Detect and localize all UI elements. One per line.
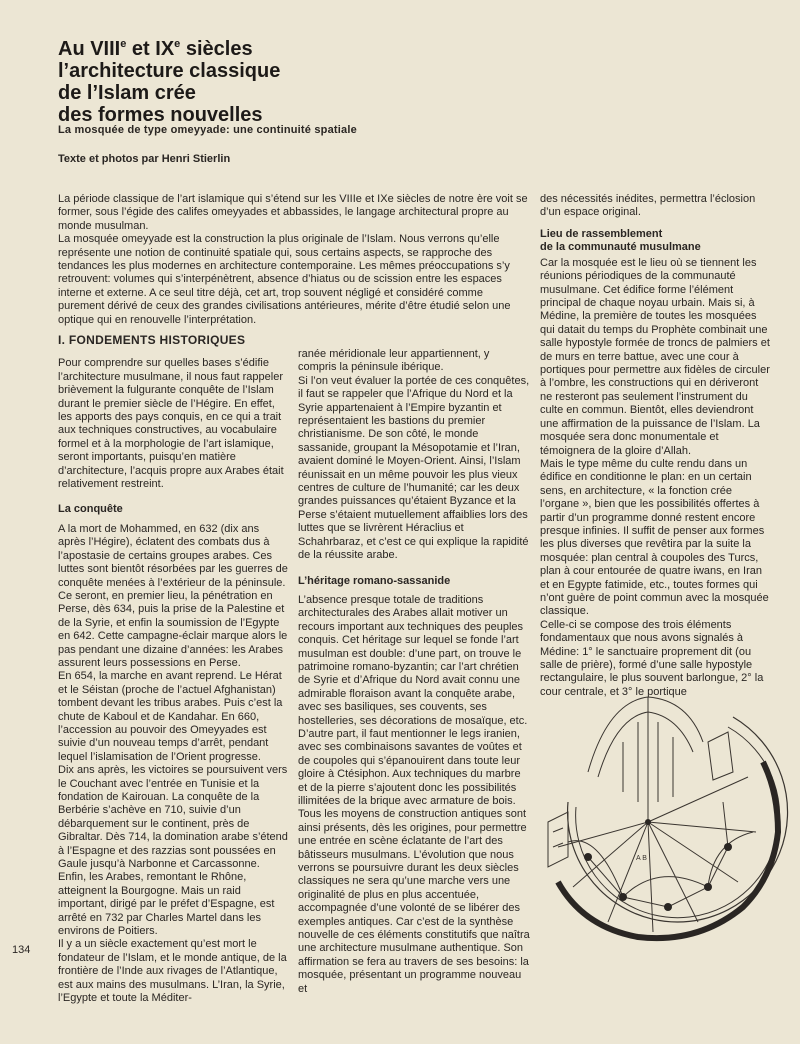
- paragraph: des nécessités inédites, permettra l’éclosion d’un espace original.: [540, 193, 756, 219]
- subheading-heritage: L’héritage romano-sassanide: [298, 574, 451, 587]
- title-line-1: Au VIIIe et IXe siècles: [58, 38, 253, 60]
- title-line-4: des formes nouvelles: [58, 104, 263, 126]
- intro: [58, 193, 528, 327]
- column-2: [298, 348, 530, 996]
- article-title: [58, 38, 478, 126]
- paragraph: Mais le type même du culte rendu dans un édifice en conditionne le plan: en un certain sens, en architecture, « la fonction crée l’organe », bien que les possibilités offertes à partir d’un programme donné restent encore presque infinies. Il suffit de penser aux formes les plus diverses que revêtira par la suite la mosquée: plan central à coupoles des Turcs, plan à cour entourée de quatre iwans, en Iran et en Egypte fatimide, etc., toutes formes qui n’ont guère de point commun avec la mosquée classique.: [540, 457, 769, 618]
- paragraph: Pour comprendre sur quelles bases s’édifie l’architecture musulmane, il nous faut rappeler brièvement la fulgurante conquête de l’Islam durant le premier siècle de l’Hégire. En effet, les apports des pays conquis, en ce qui a trait aux techniques constructives, au vocabulaire formel et à la morphologie de l’art islamique, seront importants, puisqu’en matière d’architecture, l’acquis propre aux Arabes était relativement restreint.: [58, 357, 284, 491]
- paragraph: A la mort de Mohammed, en 632 (dix ans après l’Hégire), éclatent des combats dus à l’apostasie de certains groupes arabes. Ces luttes sont bientôt résorbées par les guerres de conquête menées à l’extérieur de la péninsule. Ce seront, en premier lieu, la pénétration en Perse, dès 634, puis la prise de la Palestine et de la Syrie, et enfin la soumission de l’Egypte en 642. Cette campagne-éclair marque alors le pas pendant une dizaine d’années: les Arabes assurent leurs possessions en Perse.: [58, 522, 288, 669]
- paragraph: D’autre part, il faut mentionner le legs iranien, avec ses combinaisons savantes de voûtes et de coupoles qui s’épanouirent dans toute leur gloire à Ctésiphon. Aux techniques du marbre et de la pierre s’ajoutent donc les possibilités illimitées de la brique avec armature de bois.: [298, 727, 522, 807]
- byline: Texte et photos par Henri Stierlin: [58, 153, 231, 165]
- intro-paragraph: La mosquée omeyyade est la construction la plus originale de l’Islam. Nous verrons qu’elle représente une notion de continuité spatiale qui, sous certains aspects, se rapproche des tendances les plus modernes en architecture contemporaine. Les mêmes préoccupations s’y retrouvent: volumes qui s’interpénètrent, absence d’hiatus ou de scission entre les espaces interne et externe. A ce seul titre déjà, cet art, trop souvent négligé et considéré comme purement dérivé de ceux des grandes civilisations antérieures, mérite d’être étudié selon une optique qui en renouvelle l’interprétation.: [58, 233, 511, 326]
- paragraph: Tous les moyens de construction antiques sont ainsi présents, dès les origines, pour permettre une entrée en scène éclatante de l’art des bâtisseurs musulmans. L’évolution que nous verrons se poursuivre durant les deux siècles classiques ne sera qu’une marche vers une originalité de plus en plus accentuée, accompagnée d’une volonté de se libérer des exemples antiques. Car c’est de la synthèse nouvelle de ces éléments constitutifs que naîtra une architecture musulmane authentique. Son affirmation se fera au travers de ses besoins: la mosquée, présentant un programme nouveau et: [298, 808, 530, 995]
- paragraph: En 654, la marche en avant reprend. Le Hérat et le Séistan (proche de l’actuel Afghanistan) tombent devant les tribus arabes. Puis c’est la chute de Kaboul et de Kandahar. En 660, l’accession au pouvoir des Omeyyades est suivie d’un nouveau temps d’arrêt, pendant lequel l’islamisation de l’Orient progresse.: [58, 670, 283, 763]
- subheading-lieu: Lieu de rassemblement de la communauté musulmane: [540, 227, 701, 253]
- title-line-3: de l’Islam crée: [58, 82, 196, 104]
- column-1: [58, 334, 288, 1006]
- column-3: [540, 193, 770, 699]
- mosque-dome-illustration: [528, 682, 790, 944]
- paragraph: Il y a un siècle exactement qu’est mort le fondateur de l’Islam, et le monde antique, de la frontière de l’Inde aux rivages de l’Atlantique, est aux mains des musulmans. L’Iran, la Syrie, l’Egypte et toute la Méditer-: [58, 938, 287, 1005]
- title-line-2: l’architecture classique: [58, 60, 281, 82]
- paragraph: Celle-ci se compose des trois éléments fondamentaux que nous avons signalés à Médine: 1° le sanctuaire proprement dit (ou salle de prière), formé d’une salle hypostyle rectangulaire, le plus souvent barlongue, 2° la cour centrale, et 3° le portique: [540, 618, 764, 698]
- page-number: 134: [12, 944, 31, 956]
- intro-paragraph: La période classique de l’art islamique qui s’étend sur les VIIIe et IXe siècles de notre ère voit se former, sous l’égide des califes omeyyades et abbassides, le langage architectural propre au monde musulman.: [58, 193, 528, 232]
- paragraph: Dix ans après, les victoires se poursuivent vers le Couchant avec l’entrée en Tunisie et la fondation de Kairouan. La conquête de la Berbérie s’achève en 710, suivie d’un débarquement sur le continent, près de Gibraltar. Dès 714, la domination arabe s’étend à l’Espagne et des razzias sont poussées en Gaule jusqu’à Narbonne et Carcassonne. Enfin, les Arabes, remontant le Rhône, atteignent la Bourgogne. Mais un raid important, dirigé par le préfet d’Espagne, est arrêté en 732 par Charles Martel dans les environs de Poitiers.: [58, 764, 288, 938]
- subheading-conquete: La conquête: [58, 503, 123, 516]
- section-heading: I. FONDEMENTS HISTORIQUES: [58, 333, 246, 347]
- paragraph: Si l’on veut évaluer la portée de ces conquêtes, il faut se rappeler que l’Afrique du Nord et la Syrie appartenaient à l’Empire byzantin et représentaient les bastions du premier christianisme. De son côté, le monde sassanide, groupant la Mésopotamie et l’Iran, avaient dominé le Moyen-Orient. Ainsi, l’Islam réunissait en un même pouvoir les plus vieux centres de culture de l’humanité; car les deux grandes puissances qu’étaient Byzance et la Perse s’étaient mutuellement affaiblies lors des luttes que se livrèrent Héraclius et Schahrbaraz, et c’est ce qui explique la rapidité de la réussite arabe.: [298, 374, 530, 562]
- illustration-label: A B: [636, 855, 647, 862]
- paragraph: L’absence presque totale de traditions architecturales des Arabes allait motiver un recours important aux techniques des peuples conquis. Cet héritage sur lequel se fonde l’art musulman est double: d’une part, on trouve le patrimoine romano-byzantin; car l’art chrétien de Syrie et d’Afrique du Nord avait connu une admirable floraison avant la conquête arabe, avec ses basiliques, ses couvents, ses hostelleries, ses décorations de mosaïque, etc.: [298, 593, 528, 727]
- article-subtitle: La mosquée de type omeyyade: une continuité spatiale: [58, 124, 357, 136]
- paragraph: Car la mosquée est le lieu où se tiennent les réunions périodiques de la communauté musulmane. Cet édifice forme l’élément principal de chaque noyau urbain. Mais si, à Médine, la première de toutes les mosquées qui datait du temps du Prophète combinait une salle hypostyle formée de troncs de palmiers et de murs en terre battue, avec une cour à portiques pour permettre aux fidèles de circuler à l’ombre, les constructions qui en dériveront ne resteront pas seulement l’instrument du culte en commun. Bientôt, elles deviendront une affirmation de la puissance de l’Islam. La mosquée sera donc monumentale et témoignera de la gloire d’Allah.: [540, 256, 770, 457]
- paragraph: ranée méridionale leur appartiennent, y compris la péninsule ibérique.: [298, 348, 490, 374]
